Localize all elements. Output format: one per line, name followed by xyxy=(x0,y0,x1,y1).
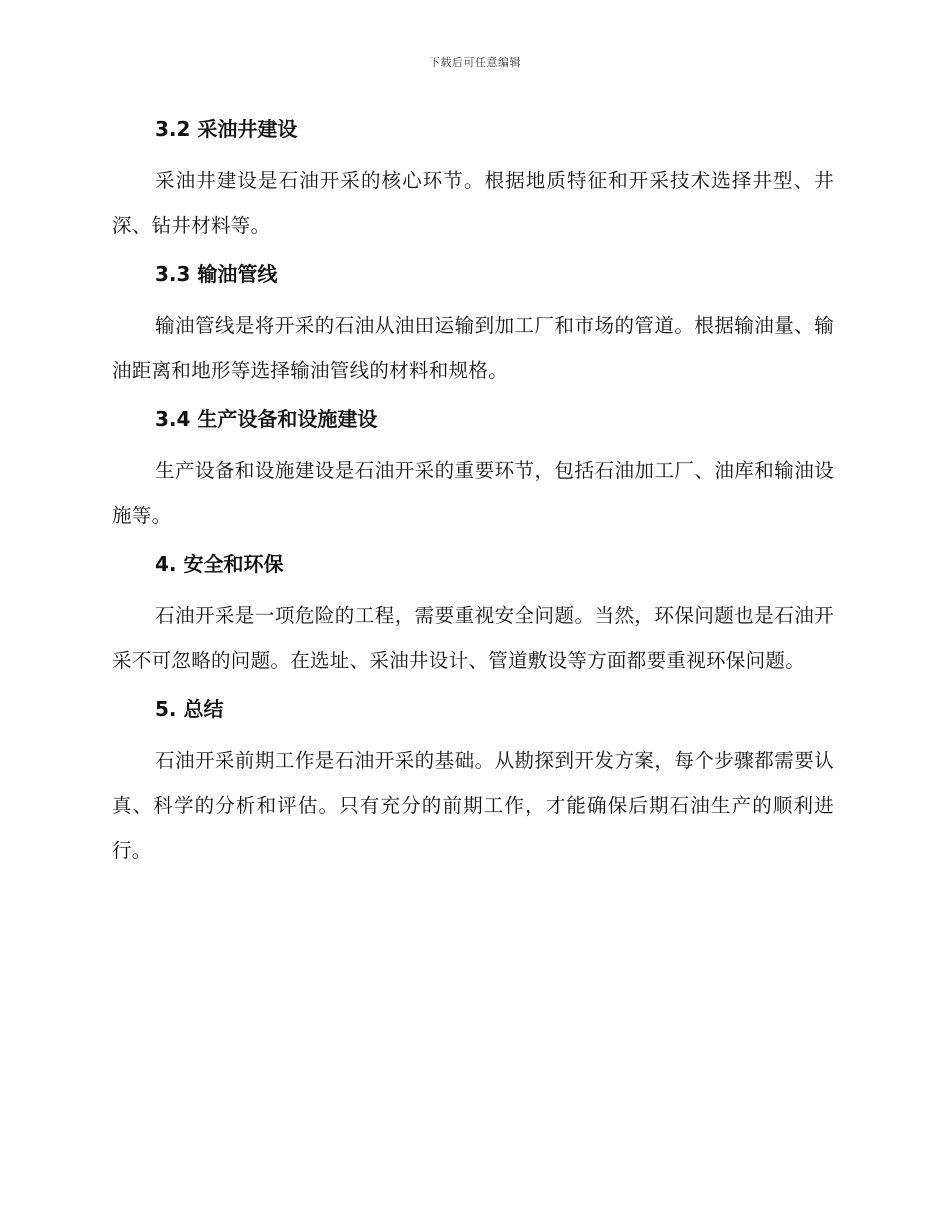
document-body xyxy=(112,112,834,882)
page-header-note: 下载后可任意编辑 xyxy=(429,56,521,69)
section-paragraph: 石油开采是一项危险的工程，需要重视安全问题。当然，环保问题也是石油开采不可忽略的问题。在选址、采油井设计、管道敷设等方面都要重视环保问题。 xyxy=(112,604,834,672)
section-heading: 3.2 采油井建设 xyxy=(155,117,298,141)
section-paragraph: 采油井建设是石油开采的核心环节。根据地质特征和开采技术选择井型、井深、钻井材料等。 xyxy=(112,169,834,237)
section-5 xyxy=(112,692,834,873)
section-3-4 xyxy=(112,402,834,538)
section-paragraph: 石油开采前期工作是石油开采的基础。从勘探到开发方案，每个步骤都需要认真、科学的分析和评估。只有充分的前期工作，才能确保后期石油生产的顺利进行。 xyxy=(112,749,834,862)
section-paragraph: 输油管线是将开采的石油从油田运输到加工厂和市场的管道。根据输油量、输油距离和地形等选择输油管线的材料和规格。 xyxy=(112,314,834,382)
section-heading: 3.3 输油管线 xyxy=(155,262,278,286)
section-heading: 3.4 生产设备和设施建设 xyxy=(155,407,378,431)
section-heading: 5. 总结 xyxy=(155,697,224,721)
section-3-3 xyxy=(112,257,834,393)
section-3-2 xyxy=(112,112,834,248)
section-4 xyxy=(112,547,834,683)
section-heading: 4. 安全和环保 xyxy=(155,552,284,576)
section-paragraph: 生产设备和设施建设是石油开采的重要环节，包括石油加工厂、油库和输油设施等。 xyxy=(112,459,834,527)
